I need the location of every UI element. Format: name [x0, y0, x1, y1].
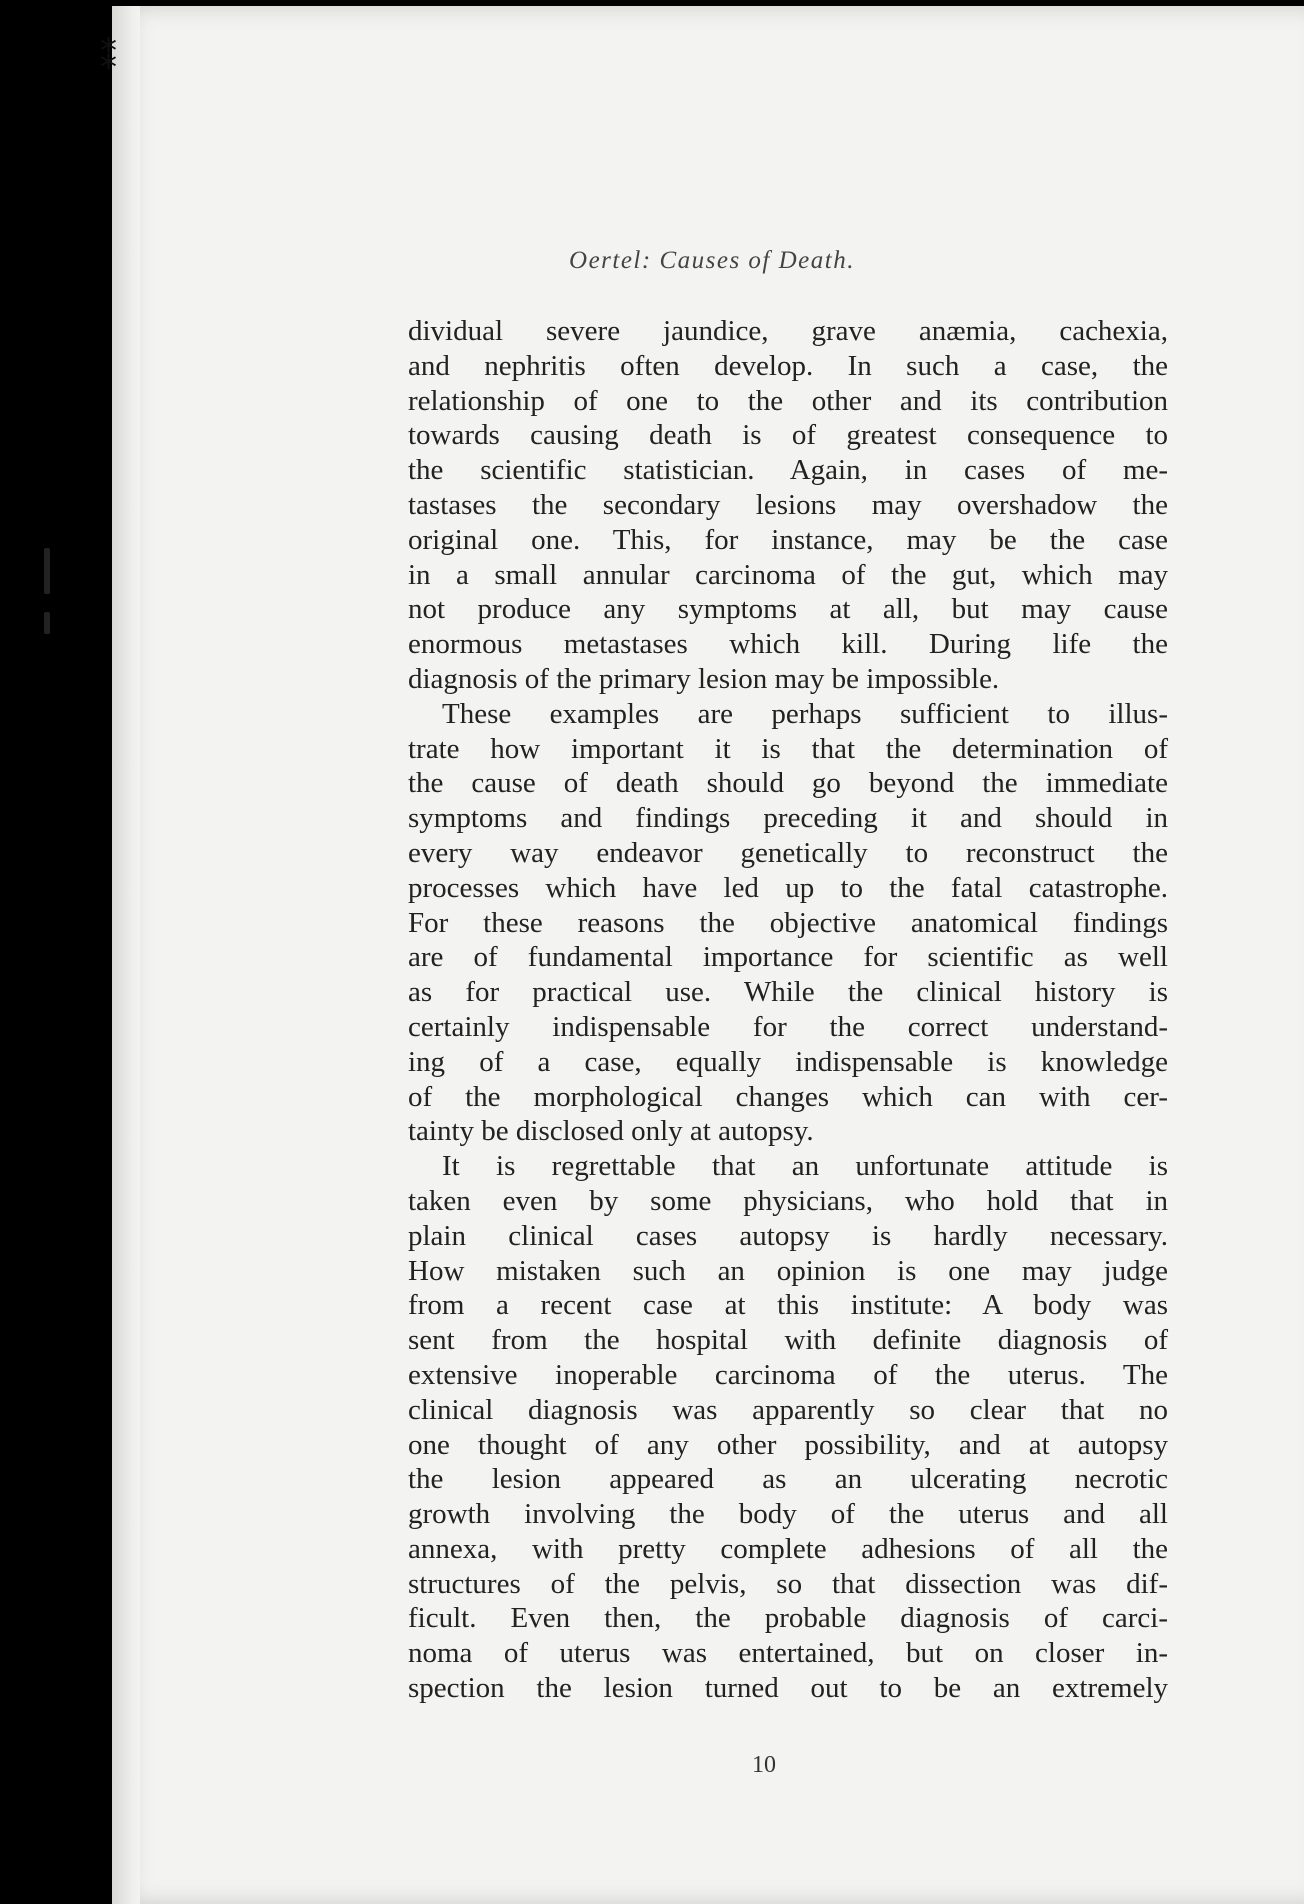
text-line: one thought of any other possibility, and at autopsy	[408, 1428, 1168, 1461]
paragraph	[408, 314, 1168, 697]
text-line: processes which have led up to the fatal catastrophe.	[408, 871, 1168, 904]
text-line: relationship of one to the other and its contribution	[408, 384, 1168, 417]
text-line: dividual severe jaundice, grave anæmia, cachexia,	[408, 315, 1168, 347]
text-line: clinical diagnosis was apparently so clear that no	[408, 1393, 1168, 1426]
text-line: plain clinical cases autopsy is hardly necessary.	[408, 1219, 1168, 1252]
body-text	[408, 314, 1168, 1706]
text-line: growth involving the body of the uterus and all	[408, 1498, 1168, 1531]
text-line: of the morphological changes which can with cer-	[408, 1080, 1168, 1113]
text-line: the lesion appeared as an ulcerating necrotic	[408, 1463, 1168, 1496]
text-line: are of fundamental importance for scientific as well	[408, 941, 1168, 974]
text-line: sent from the hospital with definite diagnosis of	[408, 1324, 1168, 1357]
text-line: from a recent case at this institute: A body was	[408, 1289, 1168, 1322]
text-line: These examples are perhaps sufficient to illus-	[442, 697, 1168, 730]
running-head: Oertel: Causes of Death.	[569, 247, 855, 274]
text-line: taken even by some physicians, who hold that in	[408, 1184, 1168, 1217]
text-line: in a small annular carcinoma of the gut, which may	[408, 558, 1168, 591]
paragraph	[408, 697, 1168, 1149]
text-line: tastases the secondary lesions may overshadow the	[408, 488, 1168, 521]
paragraph	[408, 1149, 1168, 1706]
text-line: ficult. Even then, the probable diagnosis of carci-	[408, 1602, 1168, 1635]
text-line: diagnosis of the primary lesion may be impossible.	[408, 662, 1000, 695]
text-line: annexa, with pretty complete adhesions of all the	[408, 1532, 1168, 1565]
text-line: structures of the pelvis, so that dissection was dif-	[408, 1567, 1168, 1600]
text-line: and nephritis often develop. In such a case, the	[408, 349, 1168, 382]
text-line: extensive inoperable carcinoma of the uterus. The	[408, 1358, 1168, 1391]
text-line: not produce any symptoms at all, but may cause	[408, 593, 1168, 626]
text-line: the scientific statistician. Again, in cases of me-	[408, 454, 1168, 487]
text-line: symptoms and findings preceding it and should in	[408, 802, 1168, 835]
text-line: enormous metastases which kill. During life the	[408, 628, 1168, 661]
text-line: certainly indispensable for the correct understand-	[408, 1010, 1168, 1043]
binding-notch	[44, 548, 50, 594]
text-line: towards causing death is of greatest consequence to	[408, 419, 1168, 452]
text-line: tainty be disclosed only at autopsy.	[408, 1115, 814, 1148]
page-gutter	[112, 6, 140, 1904]
text-line: ing of a case, equally indispensable is knowledge	[408, 1045, 1168, 1078]
text-line: How mistaken such an opinion is one may judge	[408, 1254, 1168, 1287]
binding-notch	[44, 612, 50, 634]
text-line: For these reasons the objective anatomical findings	[408, 906, 1168, 939]
text-line: spection the lesion turned out to be an extremely	[408, 1672, 1168, 1705]
page-number: 10	[752, 1752, 776, 1778]
text-line: the cause of death should go beyond the immediate	[408, 767, 1168, 800]
text-line: trate how important it is that the determination of	[408, 732, 1168, 765]
text-line: as for practical use. While the clinical history is	[408, 976, 1168, 1009]
text-line: original one. This, for instance, may be the case	[408, 523, 1168, 556]
spine-asterism-mark: ⁑	[100, 38, 117, 78]
text-line: noma of uterus was entertained, but on closer in-	[408, 1637, 1168, 1670]
text-line: It is regrettable that an unfortunate attitude is	[442, 1150, 1168, 1183]
text-line: every way endeavor genetically to reconstruct the	[408, 836, 1168, 869]
